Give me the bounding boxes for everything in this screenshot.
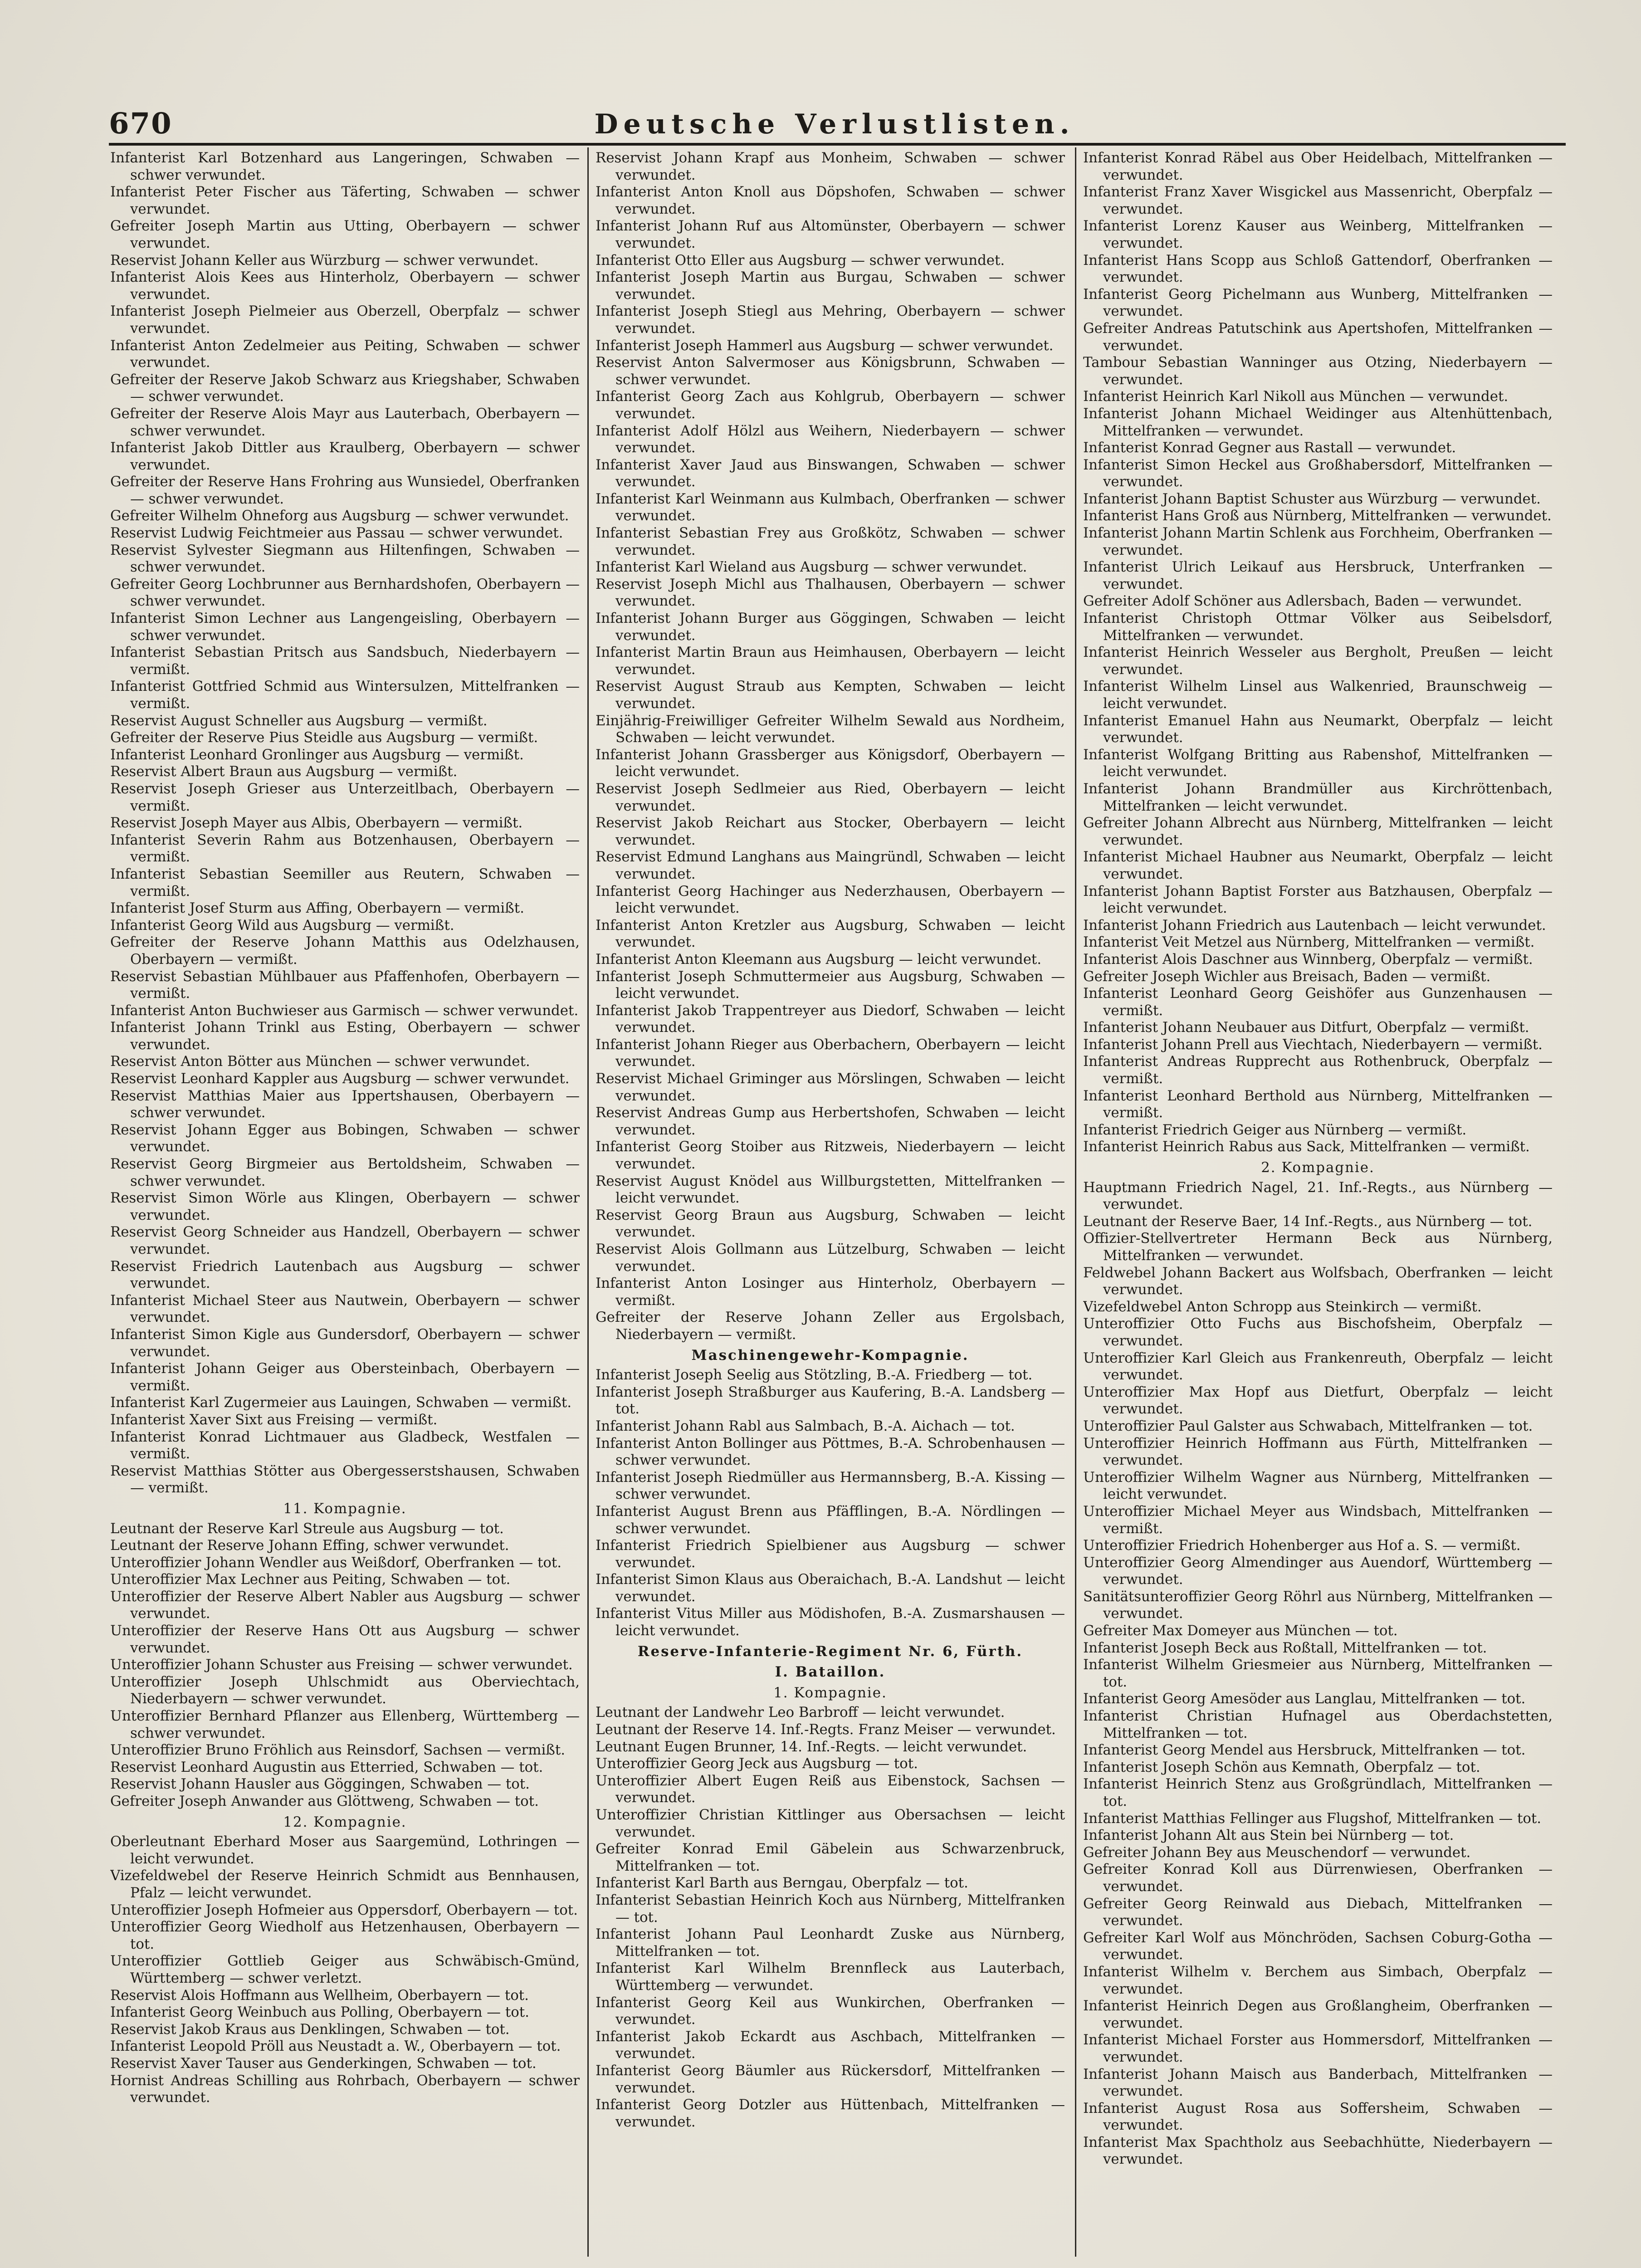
casualty-entry: Infanterist Wilhelm Griesmeier aus Nürnberg, Mittelfranken — tot. [1083, 1657, 1553, 1690]
casualty-entry: Infanterist Joseph Stiegl aus Mehring, Oberbayern — schwer verwundet. [596, 303, 1065, 337]
casualty-entry: Infanterist Friedrich Geiger aus Nürnberg — vermißt. [1083, 1121, 1467, 1138]
casualty-entry: Infanterist Heinrich Rabus aus Sack, Mittelfranken — vermißt. [1083, 1139, 1530, 1155]
casualty-entry: Infanterist Anton Buchwieser aus Garmisch — schwer verwundet. [110, 1002, 579, 1019]
casualty-entry: Infanterist Heinrich Stenz aus Großgründlach, Mittelfranken — tot. [1083, 1776, 1553, 1809]
casualty-entry: Reservist Joseph Sedlmeier aus Ried, Oberbayern — leicht verwundet. [596, 780, 1065, 814]
casualty-entry: Infanterist Georg Wild aus Augsburg — vermißt. [110, 917, 454, 934]
casualty-entry: Infanterist Georg Mendel aus Hersbruck, Mittelfranken — tot. [1083, 1742, 1526, 1759]
casualty-entry: Infanterist Georg Zach aus Kohlgrub, Oberbayern — schwer verwundet. [596, 388, 1065, 422]
casualty-entry: Reservist August Straub aus Kempten, Schwaben — leicht verwundet. [596, 678, 1065, 712]
casualty-entry: Reservist Alois Gollmann aus Lützelburg, Schwaben — leicht verwundet. [596, 1241, 1065, 1275]
casualty-entry: Infanterist Anton Knoll aus Döpshofen, Schwaben — schwer verwundet. [596, 184, 1065, 217]
casualty-entry: Reservist August Knödel aus Willburgstetten, Mittelfranken — leicht verwundet. [596, 1173, 1065, 1207]
casualty-entry: Infanterist Heinrich Karl Nikoll aus München — verwundet. [1083, 388, 1509, 405]
casualty-entry: Infanterist Michael Haubner aus Neumarkt, Oberpfalz — leicht verwundet. [1083, 849, 1553, 882]
casualty-entry: Gefreiter der Reserve Pius Steidle aus Augsburg — vermißt. [110, 729, 538, 746]
casualty-entry: Infanterist Georg Amesöder aus Langlau, Mittelfranken — tot. [1083, 1691, 1526, 1707]
column-divider [1075, 147, 1076, 2257]
casualty-entry: Reservist Georg Braun aus Augsburg, Schwaben — leicht verwundet. [596, 1207, 1065, 1241]
casualty-entry: Infanterist Johann Baptist Forster aus Batzhausen, Oberpfalz — leicht verwundet. [1083, 883, 1553, 917]
casualty-entry: Gefreiter Georg Lochbrunner aus Bernhardshofen, Oberbayern — schwer verwundet. [110, 576, 580, 610]
casualty-entry: Reservist Joseph Grieser aus Unterzeitlbach, Oberbayern — vermißt. [110, 780, 580, 814]
casualty-entry: Reservist Andreas Gump aus Herbertshofen, Schwaben — leicht verwundet. [596, 1105, 1065, 1138]
casualty-entry: Infanterist Georg Weinbuch aus Polling, Oberbayern — tot. [110, 2004, 529, 2021]
casualty-entry: Unteroffizier Georg Wiedholf aus Hetzenhausen, Oberbayern — tot. [110, 1919, 580, 1952]
casualty-entry: Infanterist Johann Burger aus Göggingen, Schwaben — leicht verwundet. [596, 610, 1065, 644]
section-heading: 12. Kompagnie. [283, 1813, 407, 1830]
casualty-entry: Infanterist Johann Brandmüller aus Kirchröttenbach, Mittelfranken — leicht verwundet. [1083, 780, 1553, 814]
casualty-entry: Infanterist Karl Wieland aus Augsburg — schwer verwundet. [596, 559, 1027, 576]
casualty-entry: Infanterist Alois Kees aus Hinterholz, Oberbayern — schwer verwundet. [110, 269, 580, 303]
casualty-entry: Tambour Sebastian Wanninger aus Otzing, Niederbayern — verwundet. [1083, 354, 1553, 388]
casualty-entry: Gefreiter Andreas Patutschink aus Apertshofen, Mittelfranken — verwundet. [1083, 320, 1553, 354]
casualty-entry: Unteroffizier Johann Schuster aus Freising — schwer verwundet. [110, 1657, 573, 1673]
casualty-entry: Infanterist Peter Fischer aus Täferting, Schwaben — schwer verwundet. [110, 184, 580, 217]
casualty-entry: Hornist Andreas Schilling aus Rohrbach, Oberbayern — schwer verwundet. [110, 2072, 580, 2106]
casualty-entry: Infanterist Hans Scopp aus Schloß Gattendorf, Oberfranken — verwundet. [1083, 252, 1553, 286]
casualty-entry: Infanterist Johann Geiger aus Obersteinbach, Oberbayern — vermißt. [110, 1360, 580, 1394]
casualty-entry: Infanterist Leonhard Georg Geishöfer aus Gunzenhausen — vermißt. [1083, 985, 1553, 1019]
casualty-entry: Einjährig-Freiwilliger Gefreiter Wilhelm Sewald aus Nordheim, Schwaben — leicht verwundet. [596, 712, 1065, 746]
casualty-entry: Infanterist August Brenn aus Pfäfflingen, B.-A. Nördlingen — schwer verwundet. [596, 1503, 1065, 1537]
casualty-entry: Unteroffizier Albert Eugen Reiß aus Eibenstock, Sachsen — verwundet. [596, 1772, 1065, 1806]
casualty-entry: Infanterist Adolf Hölzl aus Weihern, Niederbayern — schwer verwundet. [596, 422, 1065, 456]
casualty-entry: Gefreiter Joseph Wichler aus Breisach, Baden — vermißt. [1083, 968, 1491, 985]
header-rule [109, 143, 1566, 146]
casualty-entry: Infanterist Johann Michael Weidinger aus Altenhüttenbach, Mittelfranken — verwundet. [1083, 405, 1553, 439]
casualty-entry: Unteroffizier Karl Gleich aus Frankenreuth, Oberpfalz — leicht verwundet. [1083, 1349, 1553, 1383]
casualty-entry: Infanterist Konrad Lichtmauer aus Gladbeck, Westfalen — vermißt. [110, 1428, 580, 1462]
casualty-entry: Infanterist Severin Rahm aus Botzenhausen, Oberbayern — vermißt. [110, 831, 580, 865]
casualty-entry: Infanterist Johann Martin Schlenk aus Forchheim, Oberfranken — verwundet. [1083, 525, 1553, 558]
casualty-entry: Infanterist Simon Heckel aus Großhabersdorf, Mittelfranken — verwundet. [1083, 456, 1553, 490]
casualty-entry: Infanterist Simon Klaus aus Oberaichach, B.-A. Landshut — leicht verwundet. [596, 1571, 1065, 1605]
casualty-entry: Infanterist Joseph Riedmüller aus Hermannsberg, B.-A. Kissing — schwer verwundet. [596, 1469, 1065, 1503]
casualty-entry: Reservist Albert Braun aus Augsburg — vermißt. [110, 763, 458, 780]
casualty-entry: Infanterist Jakob Trappentreyer aus Diedorf, Schwaben — leicht verwundet. [596, 1002, 1065, 1036]
casualty-entry: Leutnant der Reserve Karl Streule aus Augsburg — tot. [110, 1520, 504, 1537]
casualty-entry: Infanterist Emanuel Hahn aus Neumarkt, Oberpfalz — leicht verwundet. [1083, 712, 1553, 746]
column-2 [596, 150, 1065, 2263]
casualty-entry: Infanterist Joseph Martin aus Burgau, Schwaben — schwer verwundet. [596, 269, 1065, 303]
casualty-entry: Reservist Sebastian Mühlbauer aus Pfaffenhofen, Oberbayern — vermißt. [110, 968, 580, 1002]
casualty-entry: Infanterist Johann Neubauer aus Ditfurt, Oberpfalz — vermißt. [1083, 1019, 1529, 1036]
casualty-entry: Infanterist Johann Trinkl aus Esting, Oberbayern — schwer verwundet. [110, 1019, 580, 1053]
casualty-entry: Infanterist Johann Maisch aus Banderbach, Mittelfranken — verwundet. [1083, 2066, 1553, 2100]
casualty-entry: Infanterist Georg Hachinger aus Nederzhausen, Oberbayern — leicht verwundet. [596, 883, 1065, 917]
casualty-entry: Unteroffizier Max Lechner aus Peiting, Schwaben — tot. [110, 1571, 511, 1588]
casualty-entry: Reservist Anton Bötter aus München — schwer verwundet. [110, 1053, 530, 1070]
casualty-entry: Infanterist Johann Ruf aus Altomünster, Oberbayern — schwer verwundet. [596, 218, 1065, 251]
section-heading: I. Bataillon. [775, 1664, 886, 1681]
casualty-entry: Reservist Leonhard Kappler aus Augsburg — schwer verwundet. [110, 1070, 570, 1087]
casualty-entry: Offizier-Stellvertreter Hermann Beck aus Nürnberg, Mittelfranken — verwundet. [1083, 1230, 1553, 1264]
casualty-entry: Reservist Sylvester Siegmann aus Hiltenfingen, Schwaben — schwer verwundet. [110, 542, 580, 576]
casualty-entry: Infanterist Michael Steer aus Nautwein, Oberbayern — schwer verwundet. [110, 1292, 580, 1326]
casualty-entry: Gefreiter Wilhelm Ohneforg aus Augsburg — schwer verwundet. [110, 508, 569, 524]
casualty-entry: Unteroffizier Joseph Uhlschmidt aus Oberviechtach, Niederbayern — schwer verwundet. [110, 1673, 580, 1707]
casualty-entry: Gefreiter der Reserve Hans Frohring aus Wunsiedel, Oberfranken — schwer verwundet. [110, 474, 580, 507]
casualty-entry: Gefreiter der Reserve Jakob Schwarz aus Kriegshaber, Schwaben — schwer verwundet. [110, 371, 580, 405]
casualty-entry: Infanterist Anton Kleemann aus Augsburg — leicht verwundet. [596, 951, 1042, 968]
casualty-entry: Infanterist Joseph Beck aus Roßtall, Mittelfranken — tot. [1083, 1639, 1487, 1656]
casualty-entry: Reservist Friedrich Lautenbach aus Augsburg — schwer verwundet. [110, 1258, 580, 1292]
casualty-entry: Unteroffizier Heinrich Hoffmann aus Fürth, Mittelfranken — verwundet. [1083, 1435, 1553, 1469]
casualty-entry: Gefreiter Adolf Schöner aus Adlersbach, Baden — verwundet. [1083, 593, 1522, 610]
casualty-entry: Reservist Jakob Reichart aus Stocker, Oberbayern — leicht verwundet. [596, 815, 1065, 848]
page-header [109, 102, 1560, 143]
casualty-entry: Infanterist Wolfgang Britting aus Rabenshof, Mittelfranken — leicht verwundet. [1083, 746, 1553, 780]
casualty-entry: Reservist Johann Hausler aus Göggingen, Schwaben — tot. [110, 1776, 530, 1793]
casualty-entry: Reservist Matthias Stötter aus Obergesserstshausen, Schwaben — vermißt. [110, 1462, 580, 1496]
casualty-entry: Infanterist Vitus Miller aus Mödishofen, B.-A. Zusmarshausen — leicht verwundet. [596, 1605, 1065, 1639]
casualty-entry: Gefreiter der Reserve Johann Zeller aus Ergolsbach, Niederbayern — vermißt. [596, 1309, 1065, 1343]
casualty-entry: Infanterist Otto Eller aus Augsburg — schwer verwundet. [596, 252, 1005, 269]
casualty-entry: Leutnant der Landwehr Leo Barbroff — leicht verwundet. [596, 1704, 1005, 1721]
casualty-entry: Infanterist Joseph Schmuttermeier aus Augsburg, Schwaben — leicht verwundet. [596, 968, 1065, 1002]
casualty-entry: Infanterist Georg Bäumler aus Rückersdorf, Mittelfranken — verwundet. [596, 2062, 1065, 2096]
section-heading: Reserve-Infanterie-Regiment Nr. 6, Fürth. [637, 1643, 1023, 1660]
casualty-entry: Infanterist Josef Sturm aus Affing, Oberbayern — vermißt. [110, 900, 524, 917]
casualty-entry: Infanterist August Rosa aus Soffersheim, Schwaben — verwundet. [1083, 2100, 1553, 2134]
casualty-entry: Leutnant der Reserve Johann Effing, schwer verwundet. [110, 1537, 509, 1554]
casualty-entry: Vizefeldwebel der Reserve Heinrich Schmidt aus Bennhausen, Pfalz — leicht verwundet. [110, 1867, 580, 1901]
casualty-entry: Infanterist Johann Alt aus Stein bei Nürnberg — tot. [1083, 1827, 1454, 1844]
casualty-entry: Unteroffizier Michael Meyer aus Windsbach, Mittelfranken — vermißt. [1083, 1503, 1553, 1537]
casualty-entry: Infanterist Leonhard Berthold aus Nürnberg, Mittelfranken — vermißt. [1083, 1087, 1553, 1121]
casualty-entry: Leutnant der Reserve Baer, 14 Inf.-Regts., aus Nürnberg — tot. [1083, 1213, 1533, 1230]
casualty-entry: Infanterist Konrad Gegner aus Rastall — verwundet. [1083, 440, 1456, 456]
section-heading: 2. Kompagnie. [1261, 1159, 1375, 1176]
casualty-entry: Infanterist Wilhelm v. Berchem aus Simbach, Oberpfalz — verwundet. [1083, 1963, 1553, 1997]
casualty-entry: Reservist Johann Egger aus Bobingen, Schwaben — schwer verwundet. [110, 1121, 580, 1155]
casualty-entry: Reservist Joseph Mayer aus Albis, Oberbayern — vermißt. [110, 815, 523, 831]
casualty-entry: Infanterist Gottfried Schmid aus Wintersulzen, Mittelfranken — vermißt. [110, 678, 580, 712]
casualty-entry: Infanterist Heinrich Wesseler aus Bergholt, Preußen — leicht verwundet. [1083, 644, 1553, 678]
casualty-entry: Unteroffizier Christian Kittlinger aus Obersachsen — leicht verwundet. [596, 1807, 1065, 1840]
casualty-entry: Leutnant der Reserve 14. Inf.-Regts. Franz Meiser — verwundet. [596, 1721, 1056, 1738]
casualty-entry: Unteroffizier Max Hopf aus Dietfurt, Oberpfalz — leicht verwundet. [1083, 1383, 1553, 1418]
casualty-entry: Gefreiter der Reserve Alois Mayr aus Lauterbach, Oberbayern — schwer verwundet. [110, 405, 580, 439]
casualty-entry: Unteroffizier Friedrich Hohenberger aus Hof a. S. — vermißt. [1083, 1537, 1521, 1554]
casualty-entry: Reservist Edmund Langhans aus Maingründl, Schwaben — leicht verwundet. [596, 849, 1065, 882]
casualty-entry: Reservist Jakob Kraus aus Denklingen, Schwaben — tot. [110, 2021, 510, 2038]
casualty-entry: Unteroffizier Georg Jeck aus Augsburg — tot. [596, 1755, 918, 1772]
casualty-entry: Unteroffizier Paul Galster aus Schwabach, Mittelfranken — tot. [1083, 1418, 1533, 1434]
casualty-entry: Gefreiter Johann Albrecht aus Nürnberg, Mittelfranken — leicht verwundet. [1083, 815, 1553, 848]
casualty-entry: Vizefeldwebel Anton Schropp aus Steinkirch — vermißt. [1083, 1298, 1482, 1315]
casualty-entry: Gefreiter Konrad Koll aus Dürrenwiesen, Oberfranken — verwundet. [1083, 1861, 1553, 1895]
casualty-entry: Infanterist Sebastian Seemiller aus Reutern, Schwaben — vermißt. [110, 865, 580, 899]
casualty-entry: Infanterist Georg Keil aus Wunkirchen, Oberfranken — verwundet. [596, 1994, 1065, 2028]
casualty-entry: Infanterist Johann Friedrich aus Lautenbach — leicht verwundet. [1083, 917, 1546, 934]
casualty-entry: Sanitätsunteroffizier Georg Röhrl aus Nürnberg, Mittelfranken — verwundet. [1083, 1588, 1553, 1622]
casualty-entry: Hauptmann Friedrich Nagel, 21. Inf.-Regts., aus Nürnberg — verwundet. [1083, 1179, 1553, 1213]
casualty-entry: Reservist Ludwig Feichtmeier aus Passau — schwer verwundet. [110, 525, 563, 542]
casualty-entry: Infanterist Leopold Pröll aus Neustadt a. W., Oberbayern — tot. [110, 2038, 561, 2055]
casualty-entry: Infanterist Lorenz Kauser aus Weinberg, Mittelfranken — verwundet. [1083, 218, 1553, 251]
casualty-entry: Infanterist Christian Hufnagel aus Oberdachstetten, Mittelfranken — tot. [1083, 1708, 1553, 1741]
casualty-entry: Unteroffizier Johann Wendler aus Weißdorf, Oberfranken — tot. [110, 1554, 562, 1571]
casualty-entry: Infanterist Johann Prell aus Viechtach, Niederbayern — vermißt. [1083, 1036, 1543, 1053]
casualty-entry: Infanterist Georg Dotzler aus Hüttenbach, Mittelfranken — verwundet. [596, 2097, 1065, 2130]
page-number: 670 [109, 107, 172, 141]
casualty-entry: Infanterist Johann Paul Leonhardt Zuske aus Nürnberg, Mittelfranken — tot. [596, 1926, 1065, 1960]
casualty-entry: Infanterist Wilhelm Linsel aus Walkenried, Braunschweig — leicht verwundet. [1083, 678, 1553, 712]
casualty-entry: Infanterist Johann Rabl aus Salmbach, B.-A. Aichach — tot. [596, 1418, 1015, 1434]
casualty-entry: Reservist Johann Krapf aus Monheim, Schwaben — schwer verwundet. [596, 150, 1065, 183]
casualty-entry: Unteroffizier Wilhelm Wagner aus Nürnberg, Mittelfranken — leicht verwundet. [1083, 1469, 1553, 1503]
casualty-entry: Gefreiter der Reserve Johann Matthis aus Odelzhausen, Oberbayern — vermißt. [110, 934, 580, 968]
casualty-entry: Infanterist Karl Botzenhard aus Langeringen, Schwaben — schwer verwundet. [110, 150, 580, 183]
casualty-entry: Infanterist Martin Braun aus Heimhausen, Oberbayern — leicht verwundet. [596, 644, 1065, 678]
casualty-entry: Infanterist Andreas Rupprecht aus Rothenbruck, Oberpfalz — vermißt. [1083, 1053, 1553, 1087]
casualty-entry: Infanterist Karl Weinmann aus Kulmbach, Oberfranken — schwer verwundet. [596, 490, 1065, 524]
casualty-entry: Infanterist Veit Metzel aus Nürnberg, Mittelfranken — vermißt. [1083, 934, 1535, 951]
casualty-entry: Reservist Johann Keller aus Würzburg — schwer verwundet. [110, 252, 539, 269]
casualty-entry: Unteroffizier Otto Fuchs aus Bischofsheim, Oberpfalz — verwundet. [1083, 1315, 1553, 1349]
casualty-entry: Infanterist Heinrich Degen aus Großlangheim, Oberfranken — verwundet. [1083, 1998, 1553, 2031]
casualty-entry: Infanterist Sebastian Heinrich Koch aus Nürnberg, Mittelfranken — tot. [596, 1892, 1065, 1926]
column-1 [110, 150, 580, 2263]
casualty-entry: Infanterist Anton Bollinger aus Pöttmes, B.-A. Schrobenhausen — schwer verwundet. [596, 1435, 1065, 1469]
casualty-entry: Unteroffizier der Reserve Hans Ott aus Augsburg — schwer verwundet. [110, 1623, 580, 1656]
casualty-entry: Infanterist Simon Kigle aus Gundersdorf, Oberbayern — schwer verwundet. [110, 1326, 580, 1360]
casualty-entry: Gefreiter Johann Bey aus Meuschendorf — verwundet. [1083, 1844, 1471, 1861]
running-title: Deutsche Verlustlisten. [594, 108, 1075, 140]
casualty-entry: Infanterist Johann Baptist Schuster aus Würzburg — verwundet. [1083, 490, 1541, 507]
casualty-entry: Feldwebel Johann Backert aus Wolfsbach, Oberfranken — leicht verwundet. [1083, 1264, 1553, 1298]
casualty-entry: Infanterist Ulrich Leikauf aus Hersbruck, Unterfranken — verwundet. [1083, 559, 1553, 592]
casualty-entry: Reservist Georg Schneider aus Handzell, Oberbayern — schwer verwundet. [110, 1224, 580, 1257]
column-divider [587, 147, 589, 2257]
casualty-entry: Reservist Simon Wörle aus Klingen, Oberbayern — schwer verwundet. [110, 1190, 580, 1223]
casualty-entry: Reservist Michael Griminger aus Mörslingen, Schwaben — leicht verwundet. [596, 1070, 1065, 1104]
casualty-entry: Reservist Anton Salvermoser aus Königsbrunn, Schwaben — schwer verwundet. [596, 354, 1065, 388]
casualty-entry: Infanterist Karl Barth aus Berngau, Oberpfalz — tot. [596, 1875, 968, 1892]
casualty-entry: Gefreiter Joseph Martin aus Utting, Oberbayern — schwer verwundet. [110, 218, 580, 251]
casualty-entry: Unteroffizier Georg Almendinger aus Auendorf, Württemberg — verwundet. [1083, 1554, 1553, 1588]
casualty-entry: Infanterist Simon Lechner aus Langengeisling, Oberbayern — schwer verwundet. [110, 610, 580, 644]
casualty-entry: Leutnant Eugen Brunner, 14. Inf.-Regts. — leicht verwundet. [596, 1738, 1027, 1755]
casualty-entry: Infanterist Karl Wilhelm Brennfleck aus Lauterbach, Württemberg — verwundet. [596, 1960, 1065, 1994]
casualty-entry: Unteroffizier Bernhard Pflanzer aus Ellenberg, Württemberg — schwer verwundet. [110, 1708, 580, 1741]
casualty-entry: Infanterist Johann Rieger aus Oberbachern, Oberbayern — leicht verwundet. [596, 1036, 1065, 1070]
casualty-entry: Unteroffizier Gottlieb Geiger aus Schwäbisch-Gmünd, Württemberg — schwer verletzt. [110, 1953, 580, 1986]
casualty-entry: Reservist Joseph Michl aus Thalhausen, Oberbayern — schwer verwundet. [596, 576, 1065, 610]
casualty-entry: Oberleutnant Eberhard Moser aus Saargemünd, Lothringen — leicht verwundet. [110, 1833, 580, 1867]
casualty-entry: Infanterist Joseph Schön aus Kemnath, Oberpfalz — tot. [1083, 1759, 1480, 1775]
casualty-entry: Infanterist Anton Zedelmeier aus Peiting, Schwaben — schwer verwundet. [110, 337, 580, 371]
casualty-entry: Gefreiter Georg Reinwald aus Diebach, Mittelfranken — verwundet. [1083, 1895, 1553, 1929]
casualty-entry: Reservist Xaver Tauser aus Genderkingen, Schwaben — tot. [110, 2055, 537, 2072]
casualty-entry: Infanterist Leonhard Gronlinger aus Augsburg — vermißt. [110, 746, 524, 763]
casualty-entry: Infanterist Xaver Jaud aus Binswangen, Schwaben — schwer verwundet. [596, 456, 1065, 490]
casualty-entry: Gefreiter Max Domeyer aus München — tot. [1083, 1623, 1398, 1639]
casualty-entry: Infanterist Anton Kretzler aus Augsburg, Schwaben — leicht verwundet. [596, 917, 1065, 951]
casualty-entry: Reservist Alois Hoffmann aus Wellheim, Oberbayern — tot. [110, 1987, 529, 2004]
casualty-entry: Infanterist Michael Forster aus Hommersdorf, Mittelfranken — verwundet. [1083, 2032, 1553, 2065]
casualty-entry: Gefreiter Karl Wolf aus Mönchröden, Sachsen Coburg-Gotha — verwundet. [1083, 1929, 1553, 1963]
section-heading: 1. Kompagnie. [773, 1684, 887, 1701]
casualty-entry: Unteroffizier Bruno Fröhlich aus Reinsdorf, Sachsen — vermißt. [110, 1742, 566, 1759]
casualty-entry: Unteroffizier Joseph Hofmeier aus Oppersdorf, Oberbayern — tot. [110, 1901, 578, 1918]
casualty-entry: Infanterist Franz Xaver Wisgickel aus Massenricht, Oberpfalz — verwundet. [1083, 184, 1553, 217]
casualty-entry: Infanterist Jakob Dittler aus Kraulberg, Oberbayern — schwer verwundet. [110, 440, 580, 473]
section-heading: 11. Kompagnie. [283, 1500, 407, 1517]
casualty-entry: Infanterist Sebastian Frey aus Großkötz, Schwaben — schwer verwundet. [596, 525, 1065, 558]
casualty-entry: Infanterist Alois Daschner aus Winnberg, Oberpfalz — vermißt. [1083, 951, 1533, 968]
casualty-entry: Infanterist Friedrich Spielbiener aus Augsburg — schwer verwundet. [596, 1537, 1065, 1571]
casualty-entry: Infanterist Joseph Pielmeier aus Oberzell, Oberpfalz — schwer verwundet. [110, 303, 580, 337]
casualty-entry: Reservist August Schneller aus Augsburg — vermißt. [110, 712, 488, 729]
column-3 [1083, 150, 1553, 2263]
casualty-entry: Infanterist Matthias Fellinger aus Flugshof, Mittelfranken — tot. [1083, 1810, 1542, 1827]
casualty-entry: Unteroffizier der Reserve Albert Nabler aus Augsburg — schwer verwundet. [110, 1588, 580, 1622]
casualty-entry: Infanterist Joseph Hammerl aus Augsburg — schwer verwundet. [596, 337, 1054, 354]
casualty-entry: Infanterist Johann Grassberger aus Königsdorf, Oberbayern — leicht verwundet. [596, 746, 1065, 780]
casualty-entry: Infanterist Georg Pichelmann aus Wunberg, Mittelfranken — verwundet. [1083, 286, 1553, 320]
casualty-entry: Infanterist Joseph Straßburger aus Kaufering, B.-A. Landsberg — tot. [596, 1383, 1065, 1418]
casualty-entry: Reservist Matthias Maier aus Ippertshausen, Oberbayern — schwer verwundet. [110, 1087, 580, 1121]
casualty-entry: Infanterist Max Spachtholz aus Seebachhütte, Niederbayern — verwundet. [1083, 2134, 1553, 2168]
casualty-entry: Infanterist Jakob Eckardt aus Aschbach, Mittelfranken — verwundet. [596, 2028, 1065, 2062]
casualty-entry: Infanterist Sebastian Pritsch aus Sandsbuch, Niederbayern — vermißt. [110, 644, 580, 678]
casualty-entry: Infanterist Anton Losinger aus Hinterholz, Oberbayern — vermißt. [596, 1275, 1065, 1309]
casualty-entry: Infanterist Christoph Ottmar Völker aus Seibelsdorf, Mittelfranken — verwundet. [1083, 610, 1553, 644]
casualty-entry: Gefreiter Joseph Anwander aus Glöttweng, Schwaben — tot. [110, 1793, 539, 1809]
casualty-entry: Infanterist Hans Groß aus Nürnberg, Mittelfranken — verwundet. [1083, 508, 1552, 524]
casualty-entry: Gefreiter Konrad Emil Gäbelein aus Schwarzenbruck, Mittelfranken — tot. [596, 1841, 1065, 1874]
casualty-entry: Reservist Georg Birgmeier aus Bertoldsheim, Schwaben — schwer verwundet. [110, 1156, 580, 1189]
casualty-entry: Reservist Leonhard Augustin aus Etterried, Schwaben — tot. [110, 1759, 543, 1775]
casualty-entry: Infanterist Georg Stoiber aus Ritzweis, Niederbayern — leicht verwundet. [596, 1139, 1065, 1173]
section-heading: Maschinengewehr-Kompagnie. [691, 1347, 969, 1364]
casualty-entry: Infanterist Joseph Seelig aus Stötzling, B.-A. Friedberg — tot. [596, 1367, 1033, 1383]
casualty-entry: Infanterist Xaver Sixt aus Freising — vermißt. [110, 1411, 438, 1428]
casualty-entry: Infanterist Karl Zugermeier aus Lauingen, Schwaben — vermißt. [110, 1394, 572, 1411]
casualty-entry: Infanterist Konrad Räbel aus Ober Heidelbach, Mittelfranken — verwundet. [1083, 150, 1553, 183]
